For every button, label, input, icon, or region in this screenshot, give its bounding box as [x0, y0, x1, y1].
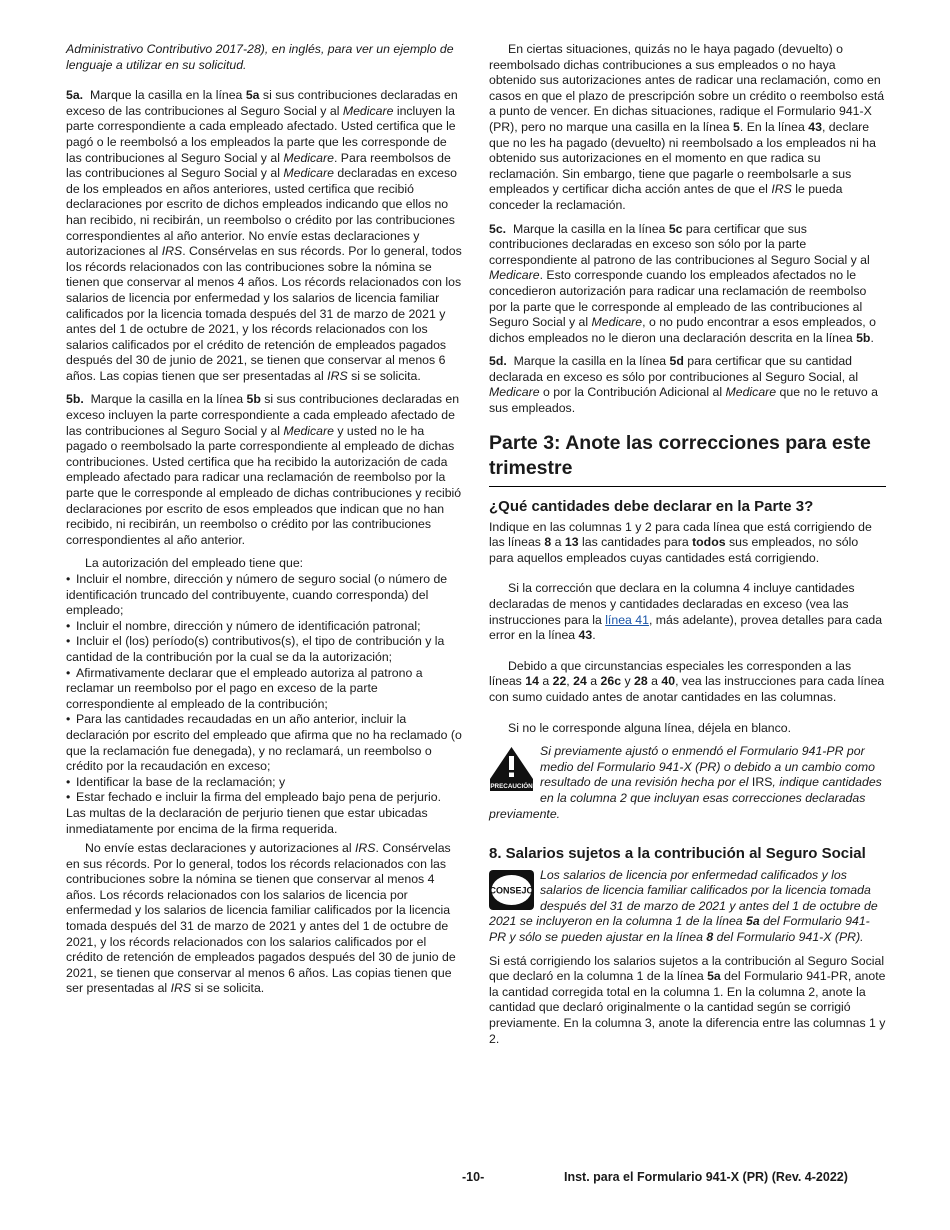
paragraph-column4: Si la corrección que declara en la columna 4 incluye cantidades declaradas de menos y cantidades declaradas en exceso (vea las instrucciones para la línea 41, más adelante), provea detalles para cada error en la línea 43. [489, 581, 883, 643]
form-reference: Inst. para el Formulario 941-X (PR) (Rev. 4-2022) [564, 1170, 848, 1184]
list-item: • Incluir el nombre, dirección y número de seguro social (o número de identificación truncado del contribuyente, cuando corresponda) del empleado; [66, 572, 448, 618]
label-5a: 5a. [66, 88, 84, 103]
authorization-list [66, 572, 463, 837]
part3-heading: Parte 3: Anote las correcciones para este trimestre [489, 431, 886, 487]
list-item: • Para las cantidades recaudadas en un año anterior, incluir la declaración por escrito del empleado que afirma que no ha reclamado (o que la reclamación fue denegada), y no reclamará, un reembolso o crédito por la recaudación en exceso; [66, 712, 462, 774]
caution-note: PRECAUCIÓN Si previamente ajustó o enmendó el Formulario 941-PR por medio del Formulario 941-X (PR) o debido a un cambio como resultado de una revisión hecha por el IRS, indique cantidades en la columna 2 que incluyan esas correcciones declaradas previamente. [489, 744, 882, 821]
paragraph-intro: Administrativo Contributivo 2017-28), en inglés, para ver un ejemplo de lenguaje a utilizar en su solicitud. [66, 42, 454, 72]
tip-icon [489, 870, 534, 910]
line-41-link[interactable]: línea 41 [605, 612, 649, 627]
page-number: -10- [462, 1170, 485, 1184]
paragraph-records: No envíe estas declaraciones y autorizaciones al IRS. Consérvelas en sus récords. Por lo general, todos los récords relacionados con las contribuciones sobre la nómina se tienen que conservar al menos 4 años. Los récords relacionados con los salarios de licencia por enfermedad y los salarios de licencia familiar calificados por la licencia tomada después del 31 de marzo de 2021 y antes del 1 de octubre de 2021, y los récords relacionados con los salarios calificados por el crédito de retención de empleados pagados después del 30 de junio de 2021, se tienen que conservar al menos 6 años. Las copias tienen que ser presentadas al IRS si se solicita. [66, 841, 456, 996]
svg-text:PRECAUCIÓN: PRECAUCIÓN [490, 783, 533, 791]
left-column [66, 42, 463, 1005]
list-item: • Incluir el nombre, dirección y número de identificación patronal; [66, 618, 421, 633]
authorization-intro: La autorización del empleado tiene que: [85, 556, 304, 571]
svg-text:CONSEJO: CONSEJO [489, 885, 534, 896]
label-5d: 5d. [489, 354, 507, 369]
list-item: • Identificar la base de la reclamación; y [66, 774, 286, 789]
paragraph-5a: 5a. Marque la casilla en la línea 5a si sus contribuciones declaradas en exceso de las contribuciones al Seguro Social y al Medicare incluyen la parte correspondiente a cada empleado afectado. Usted certifica que le pagó o le reembolsó a los empleados la parte que les corresponde de las contribuciones al Seguro Social y al Medicare. Para reembolsos de las contribuciones al Seguro Social y al Medicare declaradas en exceso de los empleados en años anteriores, usted certifica que recibió declaraciones por escrito de dichos empleados indicando que ellos no han recibido, ni recibirán, un reembolso o crédito por las contribuciones correspondientes al año anterior. No envíe estas declaraciones y autorizaciones al IRS. Consérvelas en sus récords. Por lo general, todos los récords relacionados con las contribuciones sobre la nómina se tienen que conservar al menos 4 años. Los récords relacionados con los salarios de licencia por enfermedad y los salarios de licencia familiar calificados por la licencia tomada después del 31 de marzo de 2021 y antes del 1 de octubre de 2021, y los récords relacionados con los salarios calificados por el crédito de retención de empleados pagados después del 30 de junio de 2021, se tienen que conservar al menos 6 años. Las copias tienen que ser presentadas al IRS si se solicita. [66, 88, 462, 383]
paragraph-5c: 5c. Marque la casilla en la línea 5c para certificar que sus contribuciones declaradas en exceso son sólo por la parte correspondiente al patrono de las contribuciones al Seguro Social y al Medicare. Esto corresponde cuando los empleados afectados no le concedieron autorización para radicar una reclamación de reembolso por la parte que le corresponde al empleado de las contribuciones al Seguro Social y al Medicare, o no pudo encontrar a esos empleados, o dichos empleados no le dieron una declaración descrita en la línea 5b. [489, 221, 876, 345]
paragraph-section-8: Si está corrigiendo los salarios sujetos a la contribución al Seguro Social que declaró en la columna 1 de la línea 5a del Formulario 941-PR, anote la cantidad corregida total en la columna 1. En la columna 2, anote la cantidad que declaró originalmente o la cantidad según se corrigió previamente. En la columna 3, anote la diferencia entre las columnas 1 y 2. [489, 953, 886, 1046]
right-column [489, 42, 886, 1055]
paragraph-columns: Indique en las columnas 1 y 2 para cada línea que está corrigiendo de las líneas 8 a 13 las cantidades para todos sus empleados, no sólo para aquellos empleados cuyas cantidades está corrigiendo. [489, 519, 872, 565]
label-5c: 5c. [489, 221, 507, 236]
paragraph-situations: En ciertas situaciones, quizás no le haya pagado (devuelto) o reembolsado dichas contribuciones a sus empleados o no haya obtenido sus autorizaciones antes de radicar una reclamación, como en casos en que el plazo de prescripción sobre un crédito o reembolso está a punto de vencer. En dichas situaciones, radique el Formulario 941-X (PR), pero no marque una casilla en la línea 5. En la línea 43, declare que no les ha pagado (devuelto) ni reembolsado a los empleados ni ha obtenido sus autorizaciones en el momento en que radica su reclamación. Sin embargo, tiene que pagarle o reembolsarle a sus empleados y certificar dicha acción antes de que el IRS le pueda conceder la reclamación. [489, 42, 885, 212]
tip-note: CONSEJO Los salarios de licencia por enfermedad calificados y los salarios de licencia familiar calificados por la licencia tomada después del 31 de marzo de 2021 y antes del 1 de octubre de 2021 se incluyeron en la columna 1 de la línea 5a del Formulario 941-PR y sólo se pueden ajustar en la línea 8 del Formulario 941-X (PR). [489, 867, 878, 945]
paragraph-5d: 5d. Marque la casilla en la línea 5d para certificar que su cantidad declarada en exceso es sólo por contribuciones al Seguro Social, al Medicare o por la Contribución Adicional al Medicare que no le retuvo a sus empleados. [489, 354, 878, 416]
list-item: • Incluir el (los) período(s) contributivos(s), el tipo de contribución y la cantidad de la contribución por la cual se da la autorización; [66, 634, 445, 664]
paragraph-5b: 5b. Marque la casilla en la línea 5b si sus contribuciones declaradas en exceso incluyen la parte correspondiente a cada empleado afectado de las contribuciones al Seguro Social y al Medicare y usted no le ha pagado o reembolsado la parte correspondiente al empleado de dichas contribuciones. Usted certifica que ha recibido la autorización de cada empleado afectado para radicar una reclamación de reembolso por la parte que le corresponde al empleado de dichas contribuciones y recibió declaraciones por escrito de esos empleados que indican que no han recibido, ni recibirán, un reembolso o crédito por las contribuciones correspondientes al año anterior. [66, 392, 462, 547]
question-heading: ¿Qué cantidades debe declarar en la Parte 3? [489, 497, 814, 515]
list-item: • Afirmativamente declarar que el empleado autoriza al patrono a reclamar un reembolso por el pago en exceso de la parte correspondiente al empleado de la contribución; [66, 665, 423, 711]
label-5b: 5b. [66, 392, 84, 407]
list-item: • Estar fechado e incluir la firma del empleado bajo pena de perjurio. Las multas de la declaración de perjurio tienen que estar ubicadas inmediatamente por encima de la firma requerida. [66, 790, 442, 836]
section-8-heading: 8. Salarios sujetos a la contribución al Seguro Social [489, 845, 866, 863]
paragraph-blank: Si no le corresponde alguna línea, déjela en blanco. [508, 720, 792, 735]
paragraph-special-lines: Debido a que circunstancias especiales les corresponden a las líneas 14 a 22, 24 a 26c y 28 a 40, vea las instrucciones para cada línea con sumo cuidado antes de anotar cantidades en las columnas. [489, 658, 885, 704]
caution-icon [489, 746, 534, 792]
